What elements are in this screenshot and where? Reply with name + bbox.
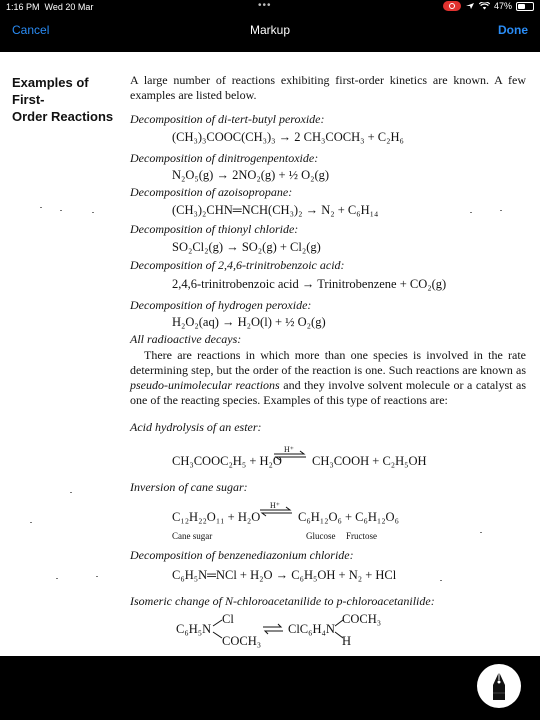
scan-speck xyxy=(440,580,442,581)
heading-tnb: Decomposition of 2,4,6-trinitrobenzoic acid: xyxy=(130,258,345,272)
heading-isomeric-change: Isomeric change of N-chloroacetanilide to p-chloroacetanilide: xyxy=(130,594,435,608)
status-time: 1:16 PM xyxy=(6,2,40,12)
nav-title: Markup xyxy=(249,23,290,37)
heading-ester: Acid hydrolysis of an ester: xyxy=(130,420,262,434)
side-heading xyxy=(12,74,122,125)
equilibrium-arrow-cane xyxy=(258,500,294,520)
label-glucose: Glucose xyxy=(306,531,336,541)
heading-azo: Decomposition of azoisopropane: xyxy=(130,185,293,199)
document-page[interactable] xyxy=(0,52,540,656)
equation-ester-left: CH₃COOC₂H₅ + H₂O xyxy=(172,454,282,468)
multitasking-dots-icon[interactable]: ••• xyxy=(258,0,272,11)
label-fructose: Fructose xyxy=(346,531,377,541)
scan-speck xyxy=(56,578,58,579)
scan-speck xyxy=(40,207,42,208)
scan-speck xyxy=(30,522,32,523)
nav-bar xyxy=(0,14,540,48)
equation-socl2: SO₂Cl₂(g) → SO₂(g) + Cl₂(g) xyxy=(172,240,321,254)
iso-equilibrium-arrow-icon xyxy=(262,622,284,636)
para2-end: and they involve solvent molecule or a catalyst as one of the reacting species. Examples of this type of reactions are: xyxy=(130,378,527,407)
iso-left-bonds-icon xyxy=(212,618,224,640)
equation-cane-left: C₁₂H₂₂O₁₁ + H₂O xyxy=(172,510,261,524)
scan-speck xyxy=(92,212,94,213)
equation-cane-right: C₆H₁₂O₆ + C₆H₁₂O₆ xyxy=(298,510,399,524)
catalyst-label-cane: H⁺ xyxy=(270,501,280,510)
heading-cane-sugar: Inversion of cane sugar: xyxy=(130,480,248,494)
status-bar xyxy=(0,0,540,14)
scan-speck xyxy=(470,212,472,213)
iso-left-main: C₆H₅N xyxy=(176,622,212,636)
heading-dtbp: Decomposition of di-tert-butyl peroxide: xyxy=(130,112,325,126)
catalyst-label-ester: H⁺ xyxy=(284,445,294,454)
equation-benzenediazonium: C₆H₅N═NCl + H₂O → C₆H₅OH + N₂ + HCl xyxy=(172,568,397,582)
status-right xyxy=(443,1,534,11)
cancel-button[interactable]: Cancel xyxy=(12,23,50,37)
side-heading-line-2: Order Reactions xyxy=(12,109,114,124)
scan-speck xyxy=(96,576,98,577)
scan-speck xyxy=(480,532,482,533)
heading-radioactive: All radioactive decays: xyxy=(130,332,242,346)
heading-benzenediazonium: Decomposition of benzenediazonium chloride: xyxy=(130,548,354,562)
status-time-date xyxy=(6,2,93,12)
iso-right-bottom: H xyxy=(342,634,352,648)
equation-h2o2: H₂O₂(aq) → H₂O(l) + ½ O₂(g) xyxy=(172,315,326,329)
done-button[interactable]: Done xyxy=(498,23,528,37)
battery-percent: 47% xyxy=(493,1,512,11)
side-heading-line-1: Examples of First- xyxy=(12,75,89,107)
heading-socl2: Decomposition of thionyl chloride: xyxy=(130,222,299,236)
iso-right-main: ClC₆H₄N xyxy=(288,622,335,636)
pen-tool-button[interactable] xyxy=(477,664,521,708)
status-date: Wed 20 Mar xyxy=(44,2,94,12)
iso-right-top: COCH₃ xyxy=(342,612,382,626)
equation-azo: (CH₃)₂CHN═NCH(CH₃)₂ → N₂ + C₆H₁₄ xyxy=(172,203,379,217)
screen-record-icon[interactable] xyxy=(443,1,461,11)
iso-right-bonds-icon xyxy=(334,618,344,640)
pen-tool-icon xyxy=(490,671,508,701)
heading-h2o2: Decomposition of hydrogen peroxide: xyxy=(130,298,312,312)
equilibrium-arrow-ester xyxy=(272,444,308,464)
equation-ester-right: CH₃COOH + C₂H₅OH xyxy=(312,454,427,468)
location-icon xyxy=(465,2,475,10)
para2-term: pseudo-unimolecular reactions xyxy=(130,378,280,392)
iso-left-top: Cl xyxy=(222,612,234,626)
equation-n2o5: N₂O₅(g) → 2NO₂(g) + ½ O₂(g) xyxy=(172,168,330,182)
intro-paragraph: A large number of reactions exhibiting first-order kinetics are known. A few examples are listed below. xyxy=(130,73,526,102)
battery-icon xyxy=(516,2,534,11)
equation-tnb: 2,4,6-trinitrobenzoic acid → Trinitrobenzene + CO₂(g) xyxy=(172,277,447,291)
iso-left-bottom: COCH₃ xyxy=(222,634,262,648)
scan-speck xyxy=(500,210,502,211)
scan-speck xyxy=(70,492,72,493)
pseudo-unimolecular-paragraph xyxy=(130,348,526,408)
scan-speck xyxy=(60,210,62,211)
wifi-icon xyxy=(479,2,490,10)
equation-dtbp: (CH₃)₃COOC(CH₃)₃ → 2 CH₃COCH₃ + C₂H₆ xyxy=(172,130,404,144)
para2-start: There are reactions in which more than one species is involved in the rate determining step, but the order of the reaction is one. Such reactions are known as xyxy=(130,348,526,377)
heading-n2o5: Decomposition of dinitrogenpentoxide: xyxy=(130,151,319,165)
label-cane-sugar: Cane sugar xyxy=(172,531,213,541)
